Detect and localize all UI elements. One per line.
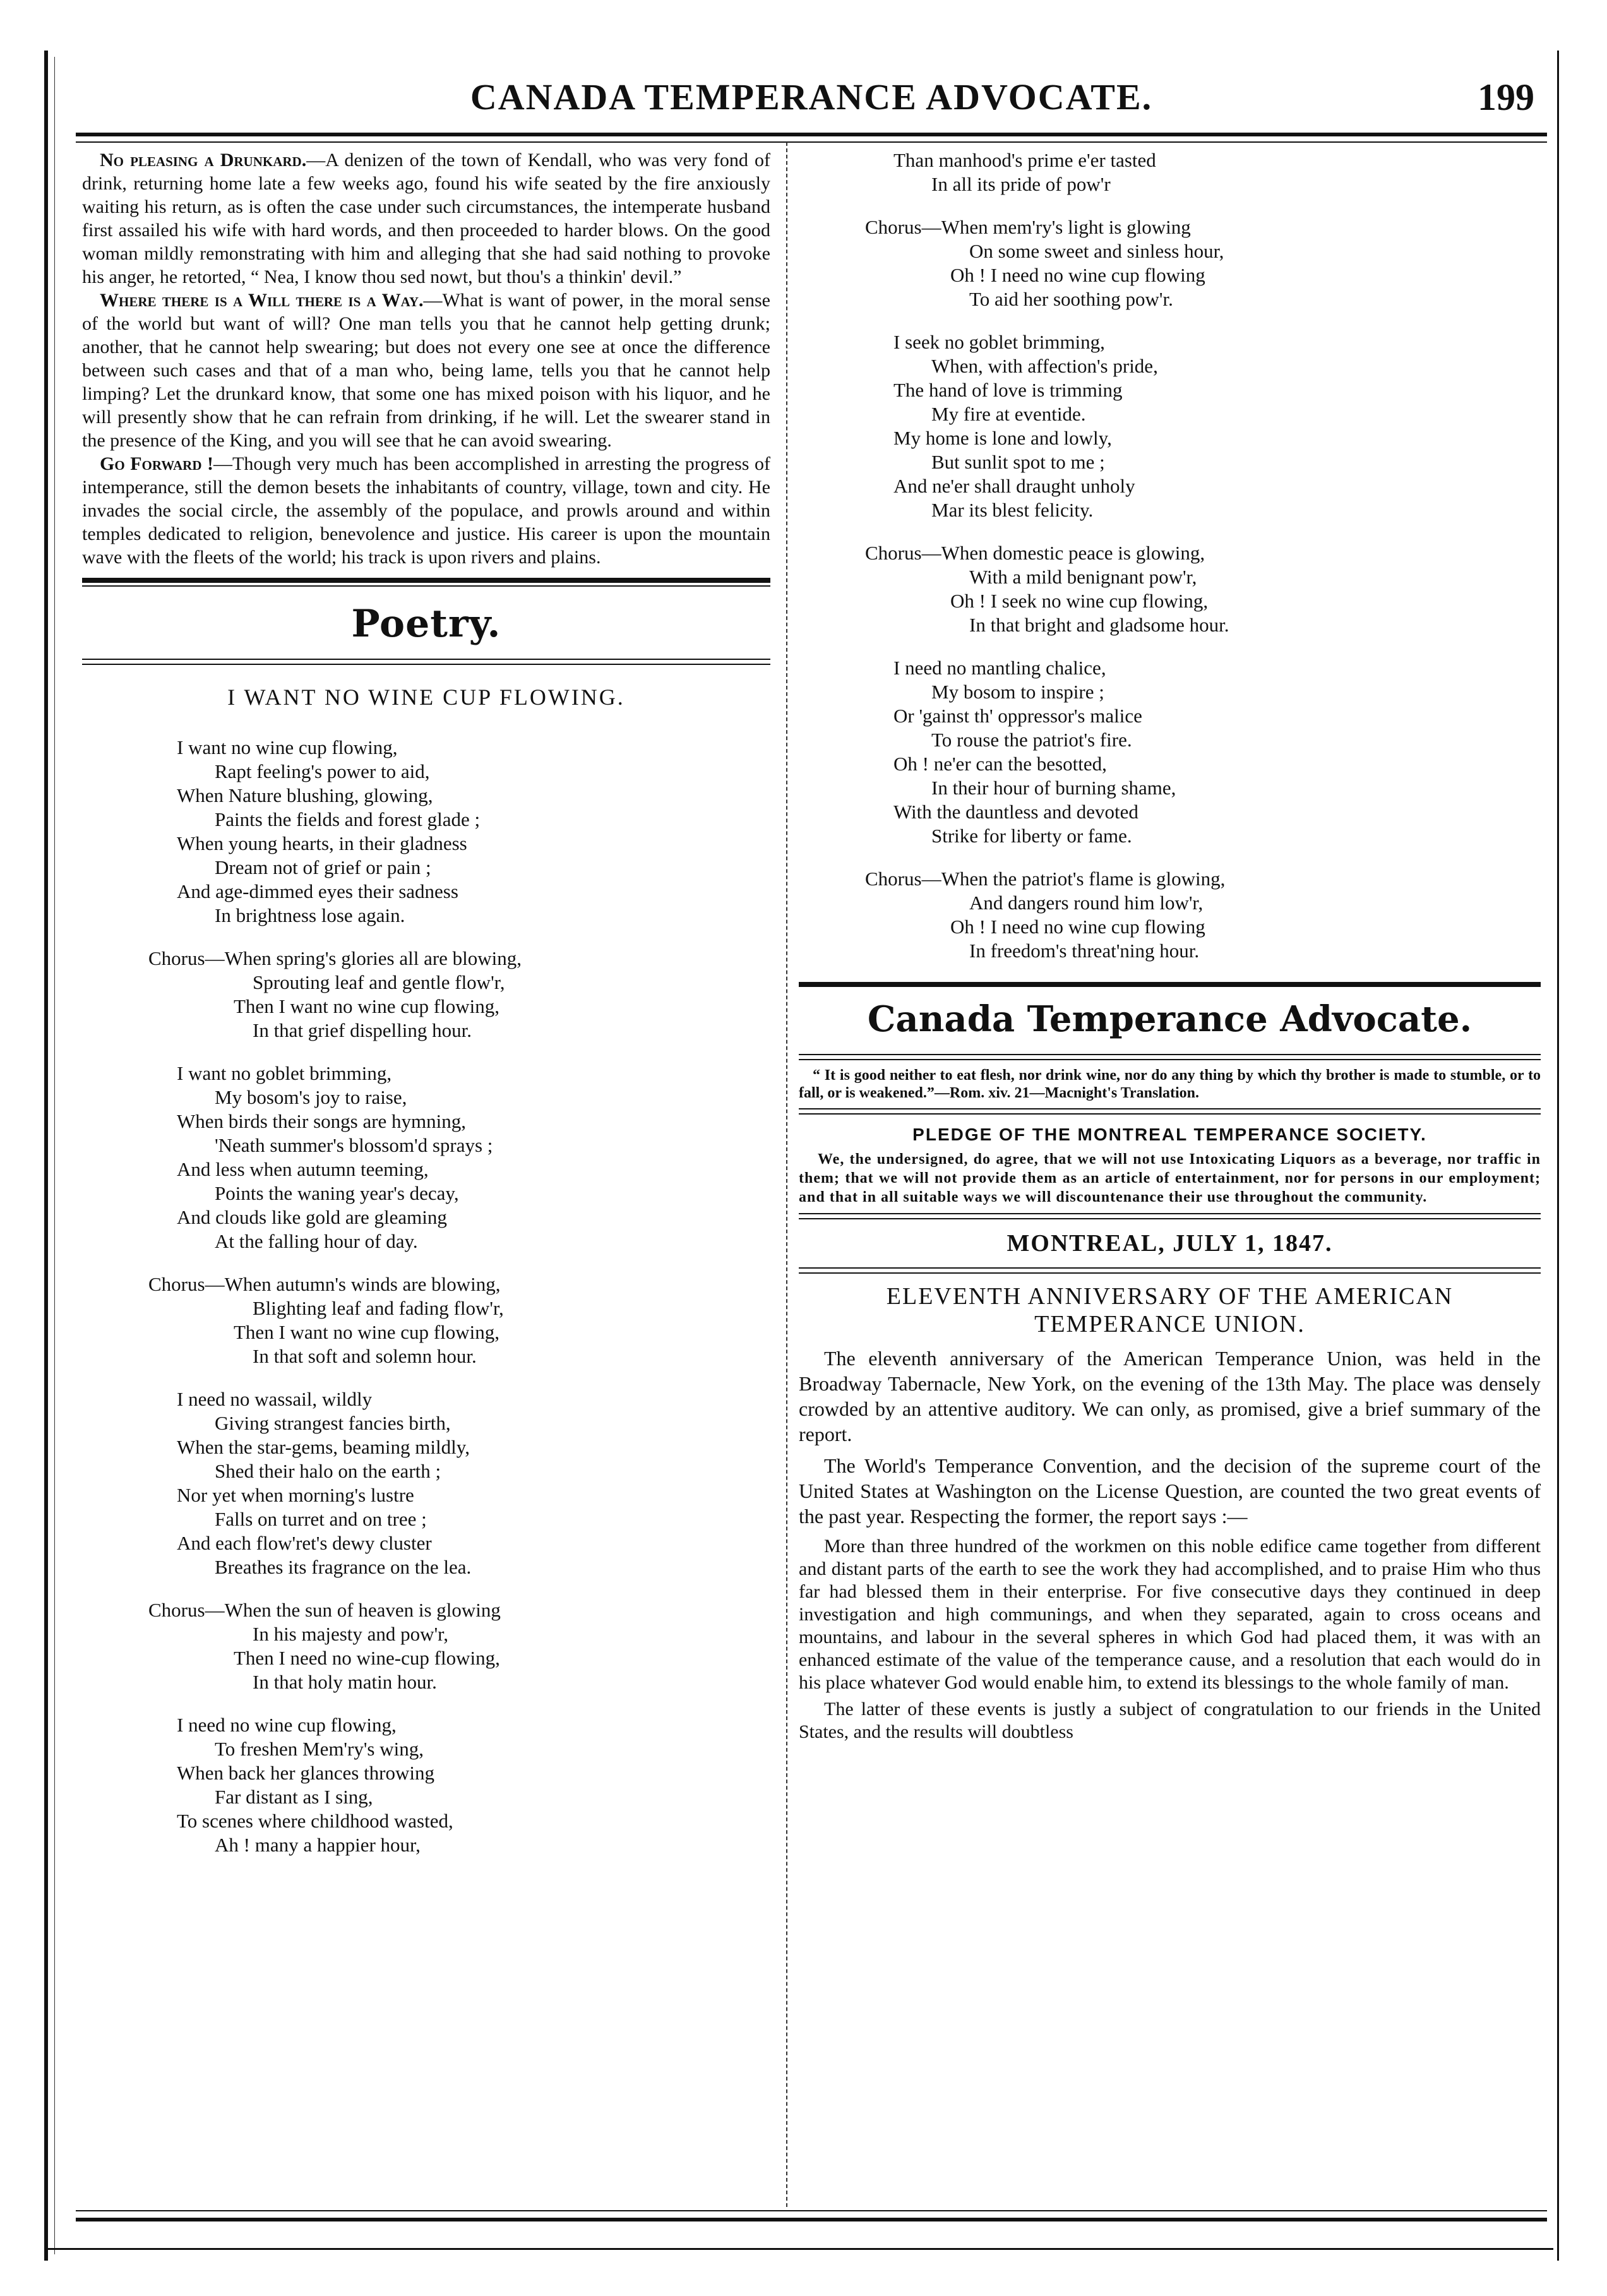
section-rule-thin xyxy=(82,585,770,587)
poem-line: Chorus—When the sun of heaven is glowing xyxy=(148,1599,501,1621)
poem-line: Rapt feeling's power to aid, xyxy=(215,760,430,782)
poem-line: Than manhood's prime e'er tasted xyxy=(893,149,1156,171)
poem-line: Strike for liberty or fame. xyxy=(931,825,1132,847)
article-quote: More than three hundred of the workmen on this noble edifice came together from different and distant parts of the earth to see the work they had accomplished, and to praise Him who thus far had blessed them in their enterprise. For five consecutive days they continued in deep investigation and high communings, and when they separated, again to cross oceans and mountains, and labour in the several spheres in which God had placed them, it was with an enhanced estimate of the value of the temperance cause, and a resolution that each would do in his place whatever God would enable him, to extend its blessings to the whole family of man. xyxy=(799,1536,1541,1693)
poem-line: Chorus—When spring's glories all are blowing, xyxy=(148,947,522,969)
poem-title: I WANT NO WINE CUP FLOWING. xyxy=(227,685,625,710)
poem-line: When birds their songs are hymning, xyxy=(177,1110,467,1132)
poem-line: To aid her soothing pow'r. xyxy=(969,288,1173,310)
poem-line: Sprouting leaf and gentle flow'r, xyxy=(253,971,505,993)
poem-line: Oh ! I need no wine cup flowing xyxy=(950,264,1205,286)
poem-stanza-continued xyxy=(799,148,1541,196)
poem-line: Oh ! I seek no wine cup flowing, xyxy=(950,590,1209,612)
poem-stanza xyxy=(799,330,1541,522)
dateline-rule xyxy=(799,1267,1541,1274)
poem-line: And less when autumn teeming, xyxy=(177,1158,429,1180)
poem-line: To rouse the patriot's fire. xyxy=(931,729,1132,751)
poem-line: Giving strangest fancies birth, xyxy=(215,1412,451,1434)
poem-stanza xyxy=(82,1061,770,1253)
poem-line: Dream not of grief or pain ; xyxy=(215,856,431,878)
poem-line: In all its pride of pow'r xyxy=(931,173,1111,195)
poem-stanza xyxy=(82,1387,770,1579)
article-paragraph: The eleventh anniversary of the American Temperance Union, was held in the Broadway Tabernacle, New York, on the evening of the 13th May. The place was densely crowded by an attentive auditory. We can only, as promised, give a brief summary of the report. xyxy=(799,1347,1541,1445)
poem-line: I want no goblet brimming, xyxy=(177,1062,392,1084)
header-rule xyxy=(76,133,1547,143)
poem-line: Chorus—When mem'ry's light is glowing xyxy=(865,216,1191,238)
poem-line: Nor yet when morning's lustre xyxy=(177,1484,414,1506)
paragraph-no-pleasing-a-drunkard xyxy=(82,148,770,289)
poem-line: In freedom's threat'ning hour. xyxy=(969,940,1200,962)
poem-line: Or 'gainst th' oppressor's malice xyxy=(893,705,1142,727)
poem-line: I seek no goblet brimming, xyxy=(893,331,1105,353)
poem-line: Then I want no wine cup flowing, xyxy=(234,995,499,1017)
poem-line: Then I want no wine cup flowing, xyxy=(234,1321,499,1343)
poem-line: My bosom's joy to raise, xyxy=(215,1086,407,1108)
left-column xyxy=(82,148,770,1876)
poem-line: In that grief dispelling hour. xyxy=(253,1019,472,1041)
article-title: ELEVENTH ANNIVERSARY OF THE AMERICAN TEMPERANCE UNION. xyxy=(886,1283,1454,1337)
poem-line: To freshen Mem'ry's wing, xyxy=(215,1738,424,1760)
right-column xyxy=(799,148,1541,1747)
poem-line: And ne'er shall draught unholy xyxy=(893,475,1135,497)
poem-line: When the star-gems, beaming mildly, xyxy=(177,1436,470,1458)
poem-line: On some sweet and sinless hour, xyxy=(969,240,1224,262)
poem-line: And clouds like gold are gleaming xyxy=(177,1206,447,1228)
poem-line: I need no mantling chalice, xyxy=(893,657,1106,679)
poem-line: To scenes where childhood wasted, xyxy=(177,1810,453,1832)
poem-stanza xyxy=(799,656,1541,848)
page-number: 199 xyxy=(1478,76,1534,118)
poem-line: When Nature blushing, glowing, xyxy=(177,784,433,806)
poem-line: In his majesty and pow'r, xyxy=(253,1623,448,1645)
paragraph-text: —A denizen of the town of Kendall, who was very fond of drink, returning home late a few weeks ago, found his wife seated by the fire anxiously waiting his return, as is often the case under such circumstances, the intemperate husband first assailed his wife with hard words, and then proceeded to harder blows. On the good woman mildly remonstrating with him and alleging that she had said nothing to provoke his anger, he retorted, “ Nea, I know thou sed nowt, but thou's a thinkin' devil.” xyxy=(82,150,770,287)
poem-line: I want no wine cup flowing, xyxy=(177,736,398,758)
paragraph-lead: Go Forward ! xyxy=(100,453,214,474)
poem-line: Paints the fields and forest glade ; xyxy=(215,808,481,830)
poem-stanza xyxy=(82,736,770,928)
pledge-rule xyxy=(799,1213,1541,1219)
poetry-rule xyxy=(82,659,770,665)
poem-line: My bosom to inspire ; xyxy=(931,681,1104,703)
footer-rule xyxy=(76,2210,1547,2221)
poem-line: But sunlit spot to me ; xyxy=(931,451,1105,473)
poem-chorus xyxy=(82,1272,770,1368)
poem-line: In brightness lose again. xyxy=(215,904,405,926)
paragraph-text: —What is want of power, in the moral sense of the world but want of will? One man tells you that he cannot help getting drunk; another, that he cannot help swearing; but does not every one see at once the difference between such cases and that of a man who, being lame, tells you that he cannot help limping? Let the drunkard know, that some one has mixed poison with his liquor, and he will presently show that he can refrain from drinking, if he will. Let the swearer stand in the presence of the King, and you will see that he can avoid swearing. xyxy=(82,290,770,451)
poem-line: When, with affection's pride, xyxy=(931,355,1158,377)
paragraph-lead: No pleasing a Drunkard. xyxy=(100,150,307,170)
poem-line: In their hour of burning shame, xyxy=(931,777,1176,799)
section-rule xyxy=(82,578,770,583)
poem-line: When young hearts, in their gladness xyxy=(177,832,467,854)
masthead-rule xyxy=(799,982,1541,987)
poem-line: Mar its blest felicity. xyxy=(931,499,1094,521)
poem-chorus xyxy=(799,215,1541,311)
poetry-heading: Poetry. xyxy=(351,602,501,646)
poem-line: Chorus—When the patriot's flame is glowing, xyxy=(865,868,1226,890)
poem-line: When back her glances throwing xyxy=(177,1762,435,1784)
dateline: MONTREAL, JULY 1, 1847. xyxy=(1007,1230,1333,1257)
poem-line: And age-dimmed eyes their sadness xyxy=(177,880,458,902)
poem-line: Far distant as I sing, xyxy=(215,1786,373,1808)
poem-line: At the falling hour of day. xyxy=(215,1230,418,1252)
poem-chorus xyxy=(82,947,770,1043)
poem-line: Shed their halo on the earth ; xyxy=(215,1460,441,1482)
poem-line: Chorus—When autumn's winds are blowing, xyxy=(148,1273,501,1295)
poem-line: Blighting leaf and fading flow'r, xyxy=(253,1297,504,1319)
article-paragraph: The World's Temperance Convention, and the decision of the supreme court of the United States at Washington on the License Question, are counted the two great events of the past year. Respecting the former, the report says :— xyxy=(799,1454,1541,1528)
motto: “ It is good neither to eat flesh, nor drink wine, nor do any thing by which thy brother is made to stumble, or to fall, or is weakened.”—Rom. xiv. 21—Macnight's Translation. xyxy=(799,1067,1541,1101)
pledge-title: PLEDGE OF THE MONTREAL TEMPERANCE SOCIETY. xyxy=(912,1125,1427,1144)
motto-rule xyxy=(799,1108,1541,1115)
poem-stanza xyxy=(82,1713,770,1857)
poem-line: In that soft and solemn hour. xyxy=(253,1345,477,1367)
paragraph-where-there-is-a-will xyxy=(82,289,770,452)
poem-line: Falls on turret and on tree ; xyxy=(215,1508,427,1530)
poem-chorus xyxy=(799,541,1541,637)
footer-rule-outer xyxy=(44,2248,1553,2250)
running-title: CANADA TEMPERANCE ADVOCATE. xyxy=(470,76,1153,117)
masthead-rule-bottom xyxy=(799,1054,1541,1060)
poem-line: With the dauntless and devoted xyxy=(893,801,1138,823)
poem-line: In that bright and gladsome hour. xyxy=(969,614,1229,636)
poem-line: Then I need no wine-cup flowing, xyxy=(234,1647,500,1669)
paragraph-lead: Where there is a Will there is a Way. xyxy=(100,290,424,311)
poem-line: The hand of love is trimming xyxy=(893,379,1123,401)
article-closing: The latter of these events is justly a subject of congratulation to our friends in the United States, and the results will doubtless xyxy=(799,1699,1541,1742)
paragraph-go-forward xyxy=(82,452,770,569)
poem-line: In that holy matin hour. xyxy=(253,1671,437,1693)
column-divider xyxy=(786,142,787,2207)
poem-chorus xyxy=(82,1598,770,1694)
poem-line: And each flow'ret's dewy cluster xyxy=(177,1532,432,1554)
poem-line: With a mild benignant pow'r, xyxy=(969,566,1197,588)
paragraph-text: —Though very much has been accomplished in arresting the progress of intemperance, still the demon besets the inhabitants of country, village, town and city. He invades the social circle, the assembly of the populace, and prowls around and within temples dedicated to religion, benevolence and justice. His career is upon the mountain wave with the fleets of the world; his track is upon rivers and plains. xyxy=(82,453,770,568)
poem-line: Oh ! ne'er can the besotted, xyxy=(893,753,1107,775)
pledge-text: We, the undersigned, do agree, that we will not use Intoxicating Liquors as a beverage, nor traffic in them; that we will not provide them as an article of entertainment, nor for persons in our employment; and that in all suitable ways we will discountenance their use throughout the community. xyxy=(799,1151,1541,1205)
poem-line: Points the waning year's decay, xyxy=(215,1182,459,1204)
poem-line: I need no wassail, wildly xyxy=(177,1388,373,1410)
poem-line: My home is lone and lowly, xyxy=(893,427,1112,449)
poem-line: My fire at eventide. xyxy=(931,403,1086,425)
poem-line: Oh ! I need no wine cup flowing xyxy=(950,916,1205,938)
poem-chorus xyxy=(799,867,1541,963)
poem-line: I need no wine cup flowing, xyxy=(177,1714,397,1736)
poem-line: Ah ! many a happier hour, xyxy=(215,1834,421,1856)
poem-line: And dangers round him low'r, xyxy=(969,892,1204,914)
poem-line: 'Neath summer's blossom'd sprays ; xyxy=(215,1134,493,1156)
masthead: Canada Temperance Advocate. xyxy=(867,998,1473,1040)
poem-line: Breathes its fragrance on the lea. xyxy=(215,1556,472,1578)
poem-line: Chorus—When domestic peace is glowing, xyxy=(865,542,1205,564)
